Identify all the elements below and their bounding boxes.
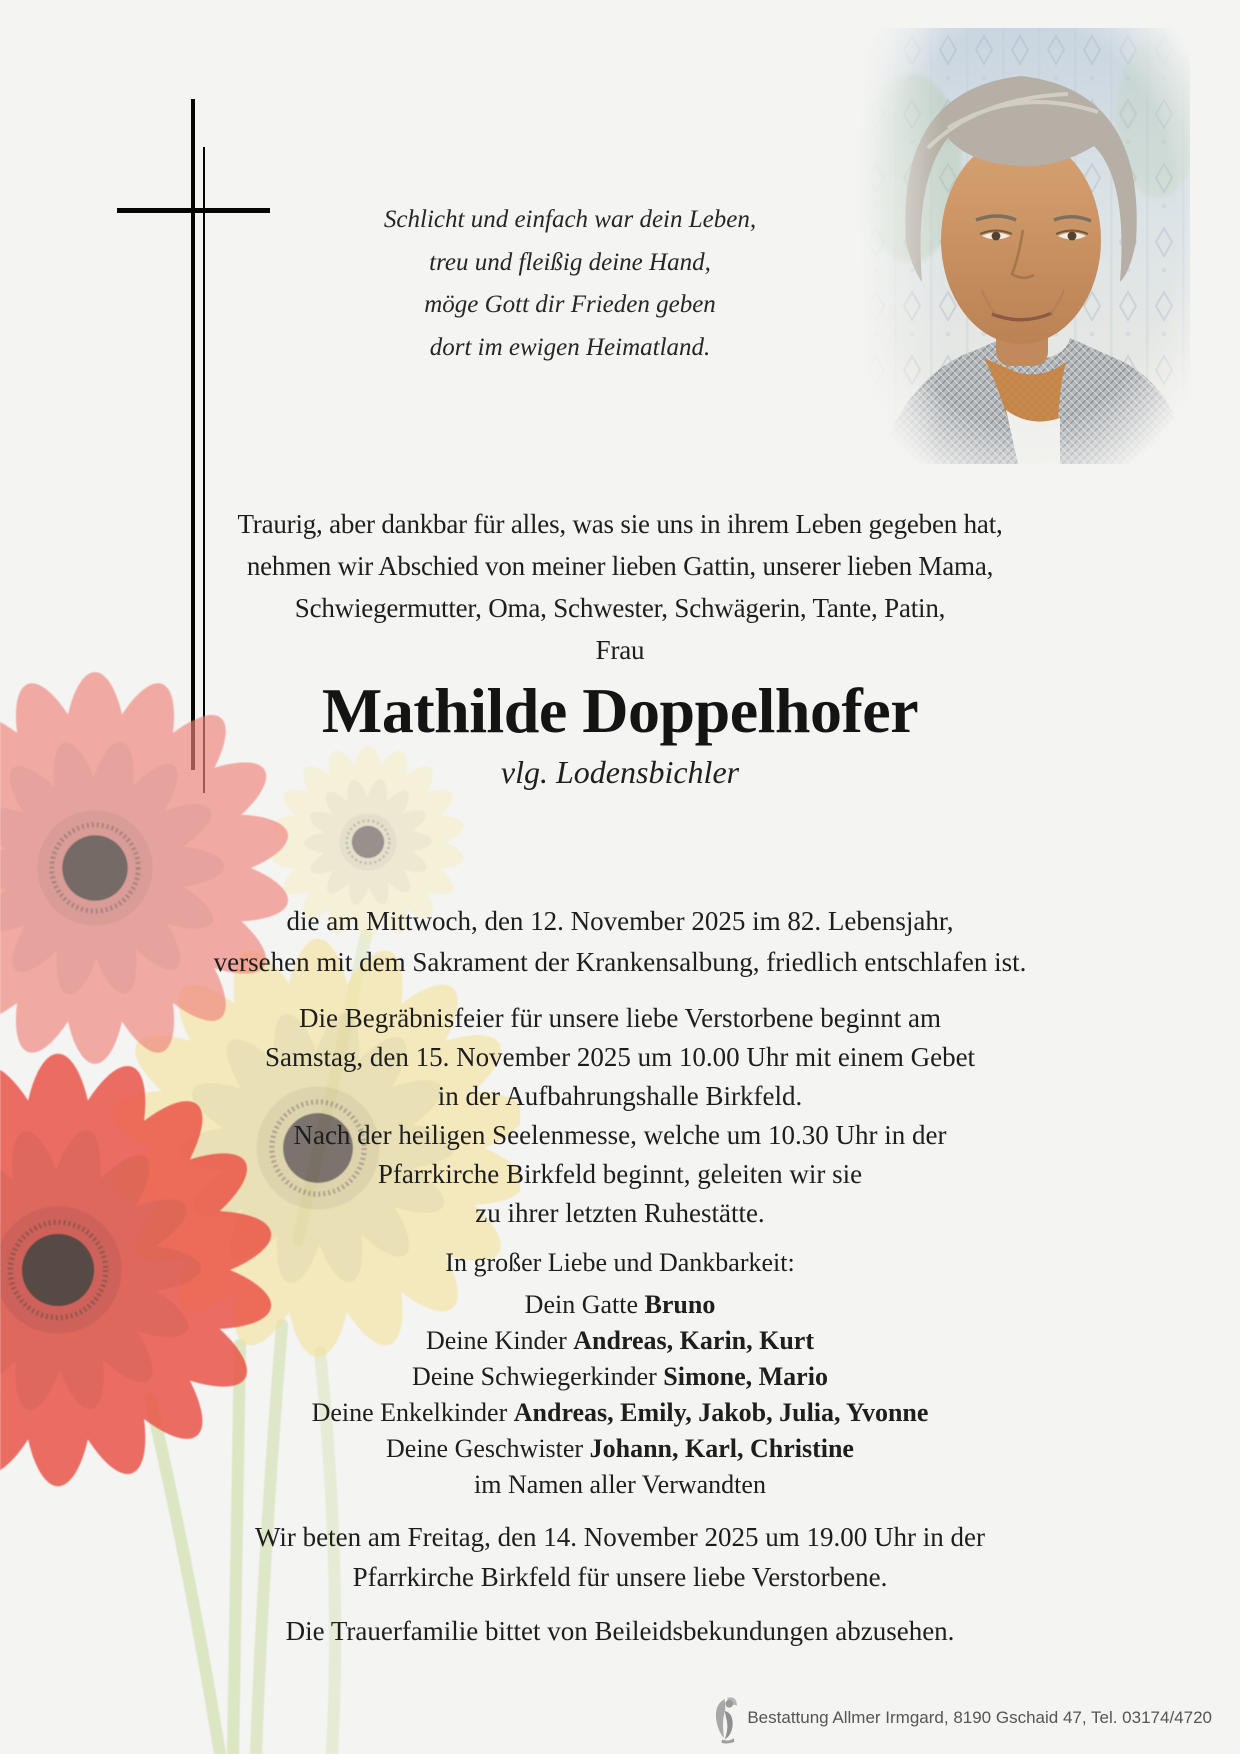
funeral-home-info: Bestattung Allmer Irmgard, 8190 Gschaid 47, Tel. 03174/4720 bbox=[747, 1708, 1212, 1727]
family-entry-label: Deine Geschwister bbox=[386, 1434, 584, 1463]
angel-logo-icon bbox=[713, 1692, 739, 1744]
deceased-name: Mathilde Doppelhofer bbox=[321, 675, 919, 746]
death-details-line: die am Mittwoch, den 12. November 2025 im 82. Lebensjahr, bbox=[286, 906, 954, 936]
prayer-note-line: Pfarrkirche Birkfeld für unsere liebe Verstorbene. bbox=[352, 1562, 888, 1592]
family-entry-names: Bruno bbox=[644, 1290, 716, 1319]
family-entry bbox=[120, 1359, 1120, 1395]
funeral-details-line: Samstag, den 15. November 2025 um 10.00 Uhr mit einem Gebet bbox=[264, 1042, 976, 1072]
family-entry-label: Deine Schwiegerkinder bbox=[412, 1362, 657, 1391]
family-entry bbox=[120, 1431, 1120, 1467]
condolence-note: Die Trauerfamilie bittet von Beileidsbekundungen abzusehen. bbox=[285, 1616, 955, 1646]
funeral-details bbox=[120, 999, 1120, 1233]
funeral-details-line: Die Begräbnisfeier für unsere liebe Verstorbene beginnt am bbox=[298, 1003, 941, 1033]
verse-line: dort im ewigen Heimatland. bbox=[429, 333, 711, 361]
intro-line: Traurig, aber dankbar für alles, was sie uns in ihrem Leben gegeben hat, bbox=[237, 509, 1003, 539]
intro-line: nehmen wir Abschied von meiner lieben Gattin, unserer lieben Mama, bbox=[246, 551, 994, 581]
family-entry-names: Johann, Karl, Christine bbox=[589, 1434, 854, 1463]
footer bbox=[0, 1692, 1240, 1744]
family-list bbox=[120, 1287, 1120, 1503]
death-details bbox=[120, 901, 1120, 983]
family-entry bbox=[120, 1287, 1120, 1323]
family-entry-names: Simone, Mario bbox=[663, 1362, 828, 1391]
funeral-details-line: in der Aufbahrungshalle Birkfeld. bbox=[437, 1081, 803, 1111]
deceased-vulgo-name: vlg. Lodensbichler bbox=[500, 754, 740, 790]
intro-text bbox=[120, 503, 1120, 671]
prayer-note-line: Wir beten am Freitag, den 14. November 2025 um 19.00 Uhr in der bbox=[255, 1522, 985, 1552]
family-entry-label: Deine Kinder bbox=[425, 1326, 567, 1355]
funeral-details-line: zu ihrer letzten Ruhestätte. bbox=[475, 1198, 765, 1228]
family-entry bbox=[120, 1467, 1120, 1503]
verse-line: treu und fleißig deine Hand, bbox=[429, 248, 711, 276]
family-entry-label: im Namen aller Verwandten bbox=[474, 1470, 766, 1499]
funeral-details-line: Pfarrkirche Birkfeld beginnt, geleiten wir sie bbox=[377, 1159, 863, 1189]
verse-line: Schlicht und einfach war dein Leben, bbox=[383, 206, 757, 233]
main-text-column bbox=[120, 0, 1120, 1649]
family-entry-label: Deine Enkelkinder bbox=[311, 1398, 508, 1427]
closing-heading: In großer Liebe und Dankbarkeit: bbox=[445, 1248, 795, 1277]
death-details-line: versehen mit dem Sakrament der Krankensalbung, friedlich entschlafen ist. bbox=[213, 947, 1027, 977]
funeral-details-line: Nach der heiligen Seelenmesse, welche um 10.30 Uhr in der bbox=[293, 1120, 947, 1150]
family-entry bbox=[120, 1323, 1120, 1359]
family-entry bbox=[120, 1395, 1120, 1431]
family-entry-names: Andreas, Karin, Kurt bbox=[573, 1326, 815, 1355]
verse-line: möge Gott dir Frieden geben bbox=[424, 291, 716, 318]
family-entry-label: Dein Gatte bbox=[524, 1290, 639, 1319]
prayer-note bbox=[120, 1517, 1120, 1597]
intro-line: Schwiegermutter, Oma, Schwester, Schwägerin, Tante, Patin, bbox=[294, 593, 946, 623]
family-entry-names: Andreas, Emily, Jakob, Julia, Yvonne bbox=[513, 1398, 929, 1427]
intro-line: Frau bbox=[595, 635, 645, 665]
